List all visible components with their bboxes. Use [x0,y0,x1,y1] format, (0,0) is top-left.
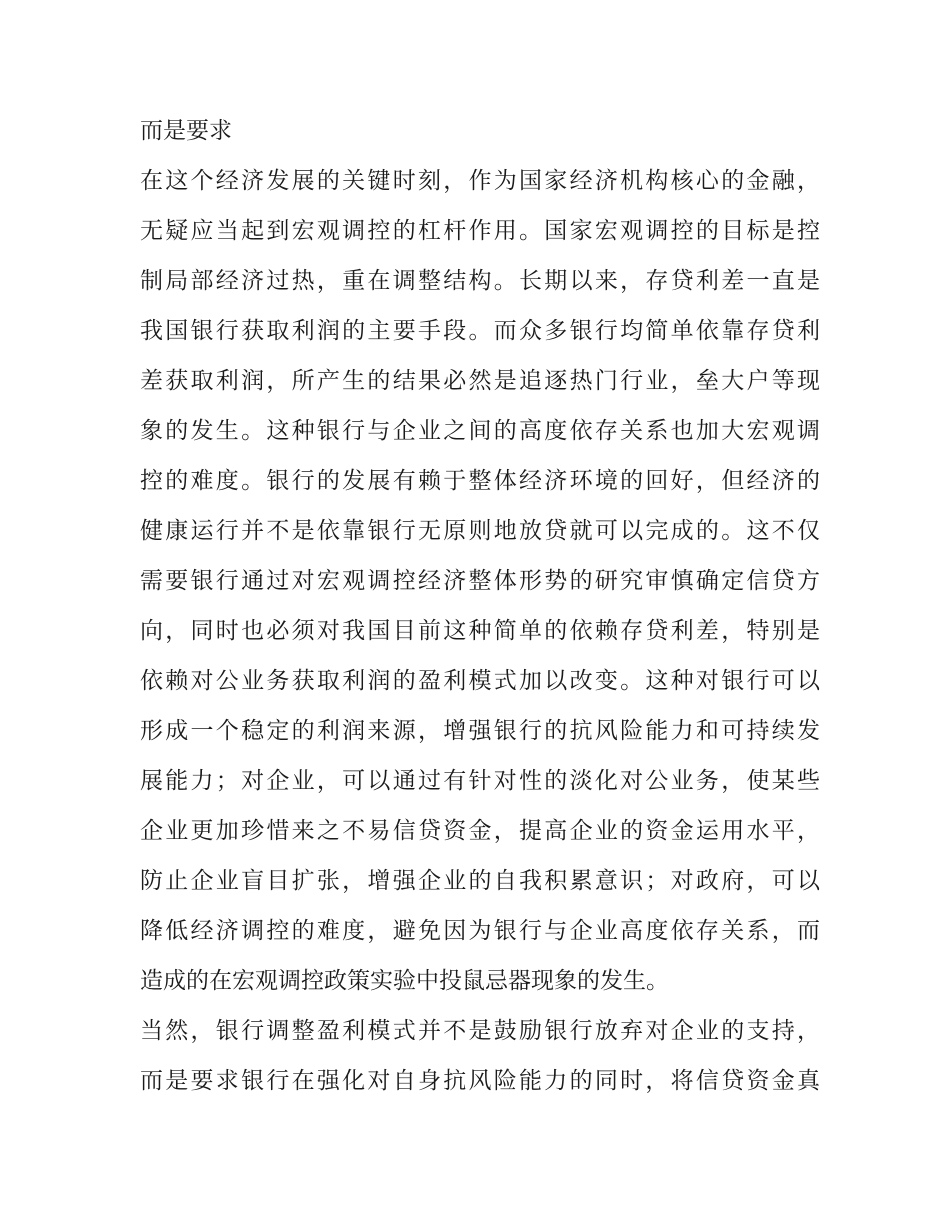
text-line: 展能力；对企业，可以通过有针对性的淡化对公业务，使某些 [140,768,820,794]
text-line: 形成一个稳定的利润来源，增强银行的抗风险能力和可持续发 [140,718,820,744]
text-line: 控的难度。银行的发展有赖于整体经济环境的回好，但经济的 [140,468,820,494]
text-line: 我国银行获取利润的主要手段。而众多银行均简单依靠存贷利 [140,318,820,344]
text-line: 差获取利润，所产生的结果必然是追逐热门行业，垒大户等现 [140,368,820,394]
text-line: 防止企业盲目扩张，增强企业的自我积累意识；对政府，可以 [140,868,820,894]
text-line: 在这个经济发展的关键时刻，作为国家经济机构核心的金融， [140,168,820,194]
text-line: 降低经济调控的难度，避免因为银行与企业高度依存关系，而 [140,918,820,944]
text-line: 象的发生。这种银行与企业之间的高度依存关系也加大宏观调 [140,418,820,444]
text-line: 依赖对公业务获取利润的盈利模式加以改变。这种对银行可以 [140,668,820,694]
text-line: 向，同时也必须对我国目前这种简单的依赖存贷利差，特别是 [140,618,820,644]
document-body [140,106,820,1106]
text-line: 而是要求 [140,118,232,144]
text-line: 而是要求银行在强化对自身抗风险能力的同时，将信贷资金真 [140,1068,820,1094]
text-line: 造成的在宏观调控政策实验中投鼠忌器现象的发生。 [140,968,669,994]
text-line: 需要银行通过对宏观调控经济整体形势的研究审慎确定信贷方 [140,568,820,594]
text-line: 制局部经济过热，重在调整结构。长期以来，存贷利差一直是 [140,268,820,294]
text-line: 当然，银行调整盈利模式并不是鼓励银行放弃对企业的支持， [140,1018,820,1044]
text-line: 健康运行并不是依靠银行无原则地放贷就可以完成的。这不仅 [140,518,820,544]
text-line: 无疑应当起到宏观调控的杠杆作用。国家宏观调控的目标是控 [140,218,820,244]
text-line: 企业更加珍惜来之不易信贷资金，提高企业的资金运用水平， [140,818,820,844]
